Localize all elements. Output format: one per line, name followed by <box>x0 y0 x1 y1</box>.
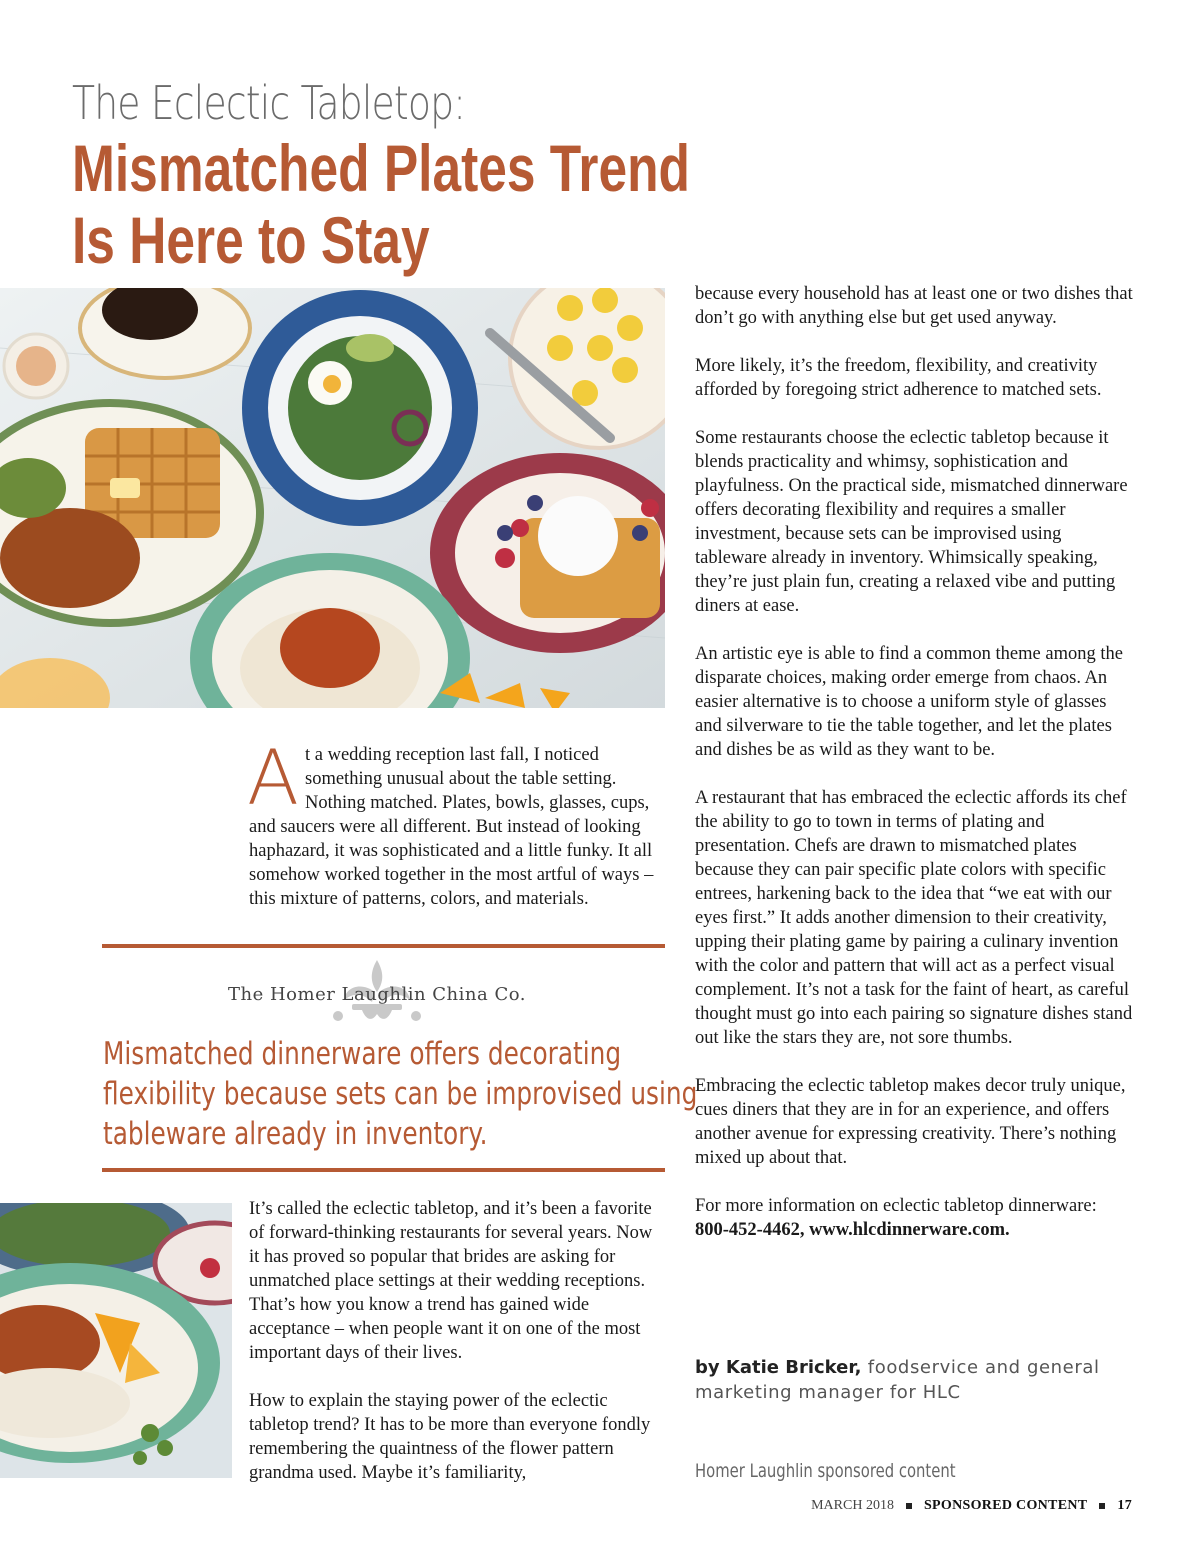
food-photo-main <box>0 288 665 708</box>
headline-line-2: Is Here to Stay <box>72 203 430 277</box>
homer-laughlin-logo <box>228 958 548 1028</box>
byline <box>695 1355 1100 1405</box>
title-kicker: The Eclectic Tabletop: <box>72 76 466 130</box>
contact-details[interactable]: 800-452-4462, www.hlcdinnerware.com. <box>695 1220 1010 1240</box>
author-name: by Katie Bricker, <box>695 1357 862 1378</box>
author-role-line-2: marketing manager for HLC <box>695 1382 961 1403</box>
pull-quote <box>103 1034 697 1154</box>
author-role-line-1: foodservice and general <box>867 1357 1100 1378</box>
headline <box>72 132 690 276</box>
separator-square-icon <box>906 1503 912 1509</box>
right-column-text <box>695 282 1135 1266</box>
footer-section: SPONSORED CONTENT <box>923 1498 1088 1513</box>
page-footer <box>811 1498 1132 1514</box>
pull-quote-line-1: Mismatched dinnerware offers decorating <box>103 1036 622 1072</box>
dropcap: A <box>247 733 299 822</box>
footer-date: MARCH 2018 <box>811 1498 894 1513</box>
contact-intro: For more information on eclectic tabletop dinnerware: <box>695 1196 1097 1216</box>
food-photo-illustration <box>0 288 665 708</box>
right-paragraph-5: A restaurant that has embraced the eclectic affords its chef the ability to go to town in terms of plating and presentation. Chefs are drawn to mismatched plates because they can pair specific plate colors with specific entrees, harkening back to the idea that “we eat with our eyes first.” It adds another dimension to their creativity, upping their plating game by pairing a culinary invention with the color and pattern that will act as a perfect visual complement. It’s not a task for the faint of heart, as careful thought must go into each pairing so signature dishes stand out like the stars they are, not sore thumbs. <box>695 788 1133 1048</box>
pull-quote-line-3: tableware already in inventory. <box>103 1116 488 1152</box>
right-paragraph-1: because every household has at least one or two dishes that don’t go with anything else but get used anyway. <box>695 284 1133 328</box>
separator-square-icon <box>1099 1503 1105 1509</box>
left-column-text <box>249 1197 659 1509</box>
left-paragraph-2: How to explain the staying power of the eclectic tabletop trend? It has to be more than everyone fondly remembering the quaintness of the flower pattern grandma used. Maybe it’s familiarity, <box>249 1391 651 1483</box>
pullquote-rule-top <box>102 944 665 948</box>
right-paragraph-3: Some restaurants choose the eclectic tabletop because it blends practicality and whimsy, sophistication and playfulness. On the practical side, mismatched dinnerware offers decorating flexibility and requires a smaller investment, because sets can be improvised using tableware already in inventory. Whimsically speaking, they’re just plain fun, creating a relaxed vibe and putting diners at ease. <box>695 428 1128 616</box>
intro-paragraph <box>247 733 664 935</box>
pull-quote-line-2: flexibility because sets can be improvised using <box>103 1076 698 1112</box>
sponsored-note: Homer Laughlin sponsored content <box>695 1460 956 1482</box>
logo-text: The Homer Laughlin China Co. <box>228 984 526 1005</box>
intro-text: t a wedding reception last fall, I noticed something unusual about the table setting. Nothing matched. Plates, bowls, glasses, cups, and saucers were all different. But instead of looking haphazard, it was sophisticated and a little funky. It all somehow worked together in the most artful of ways – this mixture of patterns, colors, and materials. <box>249 745 654 909</box>
contact-paragraph <box>695 1194 1135 1242</box>
right-paragraph-2: More likely, it’s the freedom, flexibility, and creativity afforded by foregoing strict adherence to matched sets. <box>695 356 1102 400</box>
page-number: 17 <box>1117 1498 1132 1513</box>
right-paragraph-6: Embracing the eclectic tabletop makes decor truly unique, cues diners that they are in for an experience, and offers another avenue for expressing creativity. There’s nothing mixed up about that. <box>695 1076 1126 1168</box>
left-paragraph-1: It’s called the eclectic tabletop, and it’s been a favorite of forward-thinking restaurants for several years. Now it has proved so popular that brides are asking for unmatched place settings at their wedding receptions. That’s how you know a trend has gained wide acceptance – when people want it on one of the most important days of their lives. <box>249 1199 653 1363</box>
food-photo-small <box>0 1203 232 1478</box>
food-photo-small-illustration <box>0 1203 232 1478</box>
right-paragraph-4: An artistic eye is able to find a common theme among the disparate choices, making order emerge from chaos. An easier alternative is to choose a uniform style of glasses and silverware to tie the table together, and let the plates and dishes be as wild as they want to be. <box>695 644 1123 760</box>
headline-line-1: Mismatched Plates Trend <box>72 131 690 205</box>
pullquote-rule-bottom <box>102 1168 665 1172</box>
